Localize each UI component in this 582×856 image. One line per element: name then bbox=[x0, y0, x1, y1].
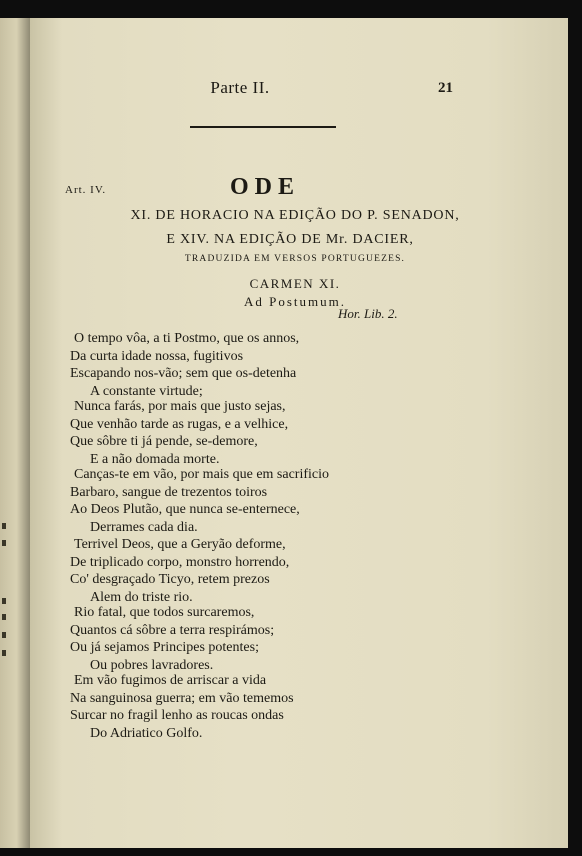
margin-mark bbox=[2, 632, 6, 638]
stanza bbox=[70, 330, 470, 400]
running-header: Parte II. bbox=[210, 78, 270, 97]
verse-line: Surcar no fragil lenho as roucas ondas bbox=[70, 708, 284, 724]
header-rule bbox=[190, 126, 336, 128]
verse-line: Canças-te em vão, por mais que em sacrificio bbox=[74, 467, 330, 482]
book-page bbox=[30, 18, 568, 848]
adjacent-page-edge bbox=[0, 18, 30, 848]
stanza bbox=[70, 672, 470, 742]
verse-line: De triplicado corpo, monstro horrendo, bbox=[70, 554, 290, 570]
verse-line: Da curta idade nossa, fugitivos bbox=[70, 348, 244, 364]
subtitle-edition-senadon: XI. DE HORACIO NA EDIÇÃO DO P. SENADON, bbox=[130, 208, 460, 223]
verse-line: Alem do triste rio. bbox=[90, 589, 193, 605]
verse-line: Rio fatal, que todos surcaremos, bbox=[74, 605, 255, 620]
stanza bbox=[70, 398, 470, 468]
verse-line: A constante virtude; bbox=[90, 383, 203, 399]
dedication-heading: Ad Postumum. bbox=[243, 294, 346, 309]
stanza bbox=[70, 536, 470, 606]
page-number: 21 bbox=[438, 80, 453, 96]
verse-line: Em vão fugimos de arriscar a vida bbox=[74, 673, 267, 688]
verse-line: Terrivel Deos, que a Geryão deforme, bbox=[74, 537, 286, 552]
verse-line: Do Adriatico Golfo. bbox=[90, 725, 203, 741]
margin-mark bbox=[2, 540, 6, 546]
verse-line: Que sôbre ti já pende, se-demore, bbox=[70, 434, 258, 450]
stanza bbox=[70, 466, 470, 536]
verse-line: E a não domada morte. bbox=[90, 451, 220, 467]
article-label: Art. IV. bbox=[65, 184, 107, 196]
verse-line: Escapando nos-vão; sem que os-detenha bbox=[70, 366, 297, 382]
verse-line: Quantos cá sôbre a terra respirámos; bbox=[70, 622, 275, 638]
carmen-heading: CARMEN XI. bbox=[249, 276, 341, 291]
translation-note: TRADUZIDA EM VERSOS PORTUGUEZES. bbox=[184, 254, 406, 264]
horace-reference: Hor. Lib. 2. bbox=[338, 306, 398, 321]
verse-line: Na sanguinosa guerra; em vão tememos bbox=[70, 690, 294, 706]
ode-title: ODE bbox=[230, 174, 301, 200]
verse-line: Co' desgraçado Ticyo, retem prezos bbox=[70, 572, 270, 588]
verse-line: Nunca farás, por mais que justo sejas, bbox=[74, 399, 286, 414]
margin-mark bbox=[2, 598, 6, 604]
verse-line: Que venhão tarde as rugas, e a velhice, bbox=[70, 416, 289, 432]
verse-line: O tempo vôa, a ti Postmo, que os annos, bbox=[74, 331, 300, 346]
stanza bbox=[70, 604, 470, 674]
margin-mark bbox=[2, 523, 6, 529]
subtitle-edition-dacier: E XIV. NA EDIÇÃO DE Mr. DACIER, bbox=[166, 232, 414, 247]
verse-line: Barbaro, sangue de trezentos toiros bbox=[70, 484, 268, 500]
verse-line: Derrames cada dia. bbox=[90, 519, 198, 535]
verse-line: Ou pobres lavradores. bbox=[90, 657, 214, 673]
margin-mark bbox=[2, 650, 6, 656]
verse-line: Ao Deos Plutão, que nunca se-enternece, bbox=[70, 502, 300, 518]
margin-mark bbox=[2, 614, 6, 620]
verse-line: Ou já sejamos Principes potentes; bbox=[70, 640, 259, 656]
